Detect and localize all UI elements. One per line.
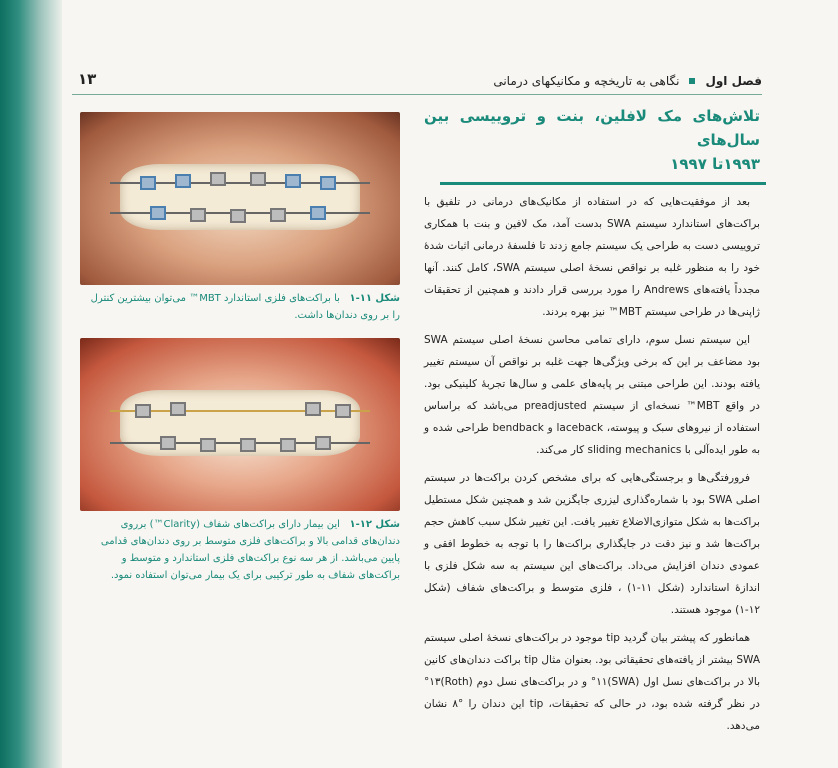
page-number: ۱۳ [78,70,97,88]
section-title [424,104,760,176]
bracket [335,404,351,418]
bracket [250,172,266,186]
photo-metal-brackets [80,112,400,285]
header-rule [72,94,762,95]
paragraph: بعد از موفقیت‌هایی که در استفاده از مکانیک‌های درمانی در تلفیق با براکت‌های استاندارد سیستم SWA بدست آمد، مک لافین و بنت با همکاری تروییسی دست به طراحی یک سیستم جامع زدند تا فلسفهٔ درمانی اثبات شدهٔ خود را به منظور غلبه بر نواقص نسخهٔ اصلی سیستم SWA، کامل کنند. آنها مجدداً یافته‌های Andrews را مورد بررسی قرار دادند و همچنین از تحقیقات ژاپنی‌ها در طراحی سیستم MBT™ نیز بهره بردند. [424,196,760,318]
bracket [310,206,326,220]
bracket [305,402,321,416]
paragraph: این سیستم نسل سوم، دارای تمامی محاسن نسخهٔ اصلی سیستم SWA بود مضاعف بر این که برخی ویژگی‌ها جهت غلبه بر نواقص آن سیستم تغییر یافته بودند. این طراحی مبتنی بر پایه‌های علمی و سال‌ها تجربهٔ کلینیکی بود. در واقع MBT™ نسخه‌ای از سیستم preadjusted می‌باشد که براساس استفاده از نیروهای سبک و پیوسته، laceback و bendback طراحی شده و به طور ایده‌آلی با sliding mechanics کار می‌کند. [424,334,760,456]
figure-label: شکل ۱۲-۱ [349,519,400,530]
figure-1-12 [80,338,400,584]
photo-clear-brackets [80,338,400,511]
header-bullet [689,78,695,84]
running-header [72,70,762,92]
bracket [160,436,176,450]
bracket [190,208,206,222]
chapter-label: فصل اول [705,74,762,88]
figure-caption-text: این بیمار دارای براکت‌های شفاف (Clarity™) برروی دندان‌های قدامی بالا و براکت‌های فلزی متوسط بر روی دندان‌های قدامی پایین می‌باشد. از هر سه نوع براکت‌های فلزی استاندارد و متوسط و براکت‌های شفاف به طور ترکیبی برای یک بیمار می‌توان استفاده نمود. [100,519,400,581]
bracket [140,176,156,190]
page-spine-band [0,0,62,768]
paragraph: فرورفتگی‌ها و برجستگی‌هایی که برای مشخص کردن براکت‌ها در سیستم اصلی SWA بود با شماره‌گذاری لیزری جایگزین شد و همچنین شکل مستطیل براکت‌ها به شکل متوازی‌الاضلاع تغییر یافت. این تغییر شکل سبب کاهش حجم براکت‌ها شد و نیز دقت در جایگذاری براکت‌ها را با توجه به خطوط افقی و عمودی دندان افزایش می‌داد. براکت‌های این سیستم به سه شکل فلزی با اندازهٔ استاندارد (شکل ۱۱-۱) ، فلزی متوسط و براکت‌های شفاف (شکل ۱۲-۱) موجود هستند. [424,472,760,616]
bracket [240,438,256,452]
figure-caption [80,516,400,584]
bracket [320,176,336,190]
figure-caption-text: با براکت‌های فلزی استاندارد MBT™ می‌توان بیشترین کنترل را بر روی دندان‌ها داشت. [90,293,400,321]
bracket [150,206,166,220]
bracket [270,208,286,222]
figure-label: شکل ۱۱-۱ [349,293,400,304]
bracket [280,438,296,452]
section-title-line2: ۱۹۹۳تا ۱۹۹۷ [670,155,760,173]
bracket [285,174,301,188]
figure-1-11 [80,112,400,324]
paragraph: همانطور که پیشتر بیان گردید tip موجود در براکت‌های نسخهٔ اصلی سیستم SWA بیشتر از یافته‌های تحقیقاتی بود. بعنوان مثال tip براکت دندان‌های کانین بالا در براکت‌های نسل اول (SWA)°۱۱ و در براکت‌های نسل دوم (Roth)°۱۳ در نظر گرفته شده بود، در حالی که تحقیقات، tip این دندان را °۸ نشان می‌دهد. [424,632,760,732]
section-title-line1: تلاش‌های مک لافلین، بنت و تروییسی بین سال‌های [424,107,760,149]
bracket [210,172,226,186]
bracket [200,438,216,452]
bracket [175,174,191,188]
bracket [315,436,331,450]
figure-caption [80,290,400,324]
bracket [230,209,246,223]
main-text-column [424,104,760,737]
bracket [135,404,151,418]
title-underline [440,182,766,185]
bracket [170,402,186,416]
chapter-subtitle: نگاهی به تاریخچه و مکانیکهای درمانی [493,74,680,88]
